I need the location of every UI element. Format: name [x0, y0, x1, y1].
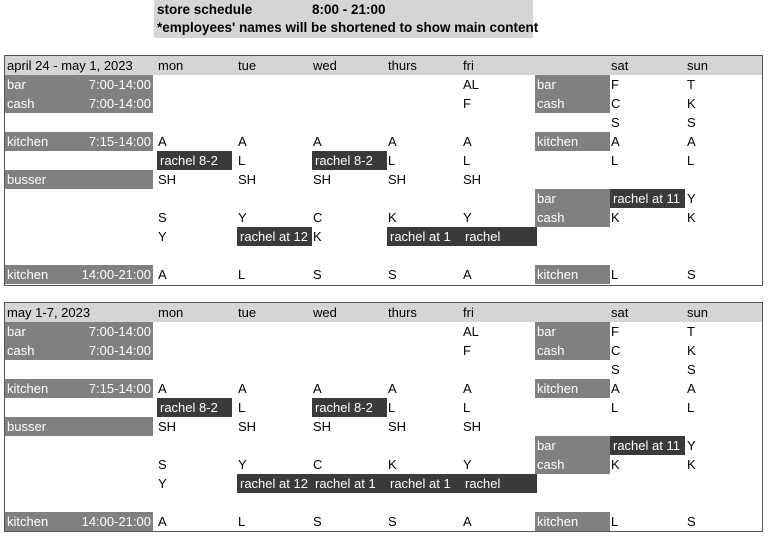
- schedule-cell-tue[interactable]: A: [238, 134, 247, 149]
- weekend-shift-label: cash: [535, 455, 610, 474]
- schedule-cell-sun[interactable]: S: [687, 362, 696, 377]
- shift-time: 7:00-14:00: [88, 77, 151, 92]
- week-range: may 1-7, 2023: [7, 305, 91, 320]
- shift-time: 7:00-14:00: [88, 343, 151, 358]
- schedule-cell-fri[interactable]: A: [463, 514, 472, 529]
- shift-name: kitchen: [7, 134, 49, 149]
- schedule-cell-tue[interactable]: rachel at 12: [237, 474, 312, 493]
- schedule-cell-sat[interactable]: A: [611, 381, 620, 396]
- schedule-cell-wed[interactable]: C: [313, 457, 323, 472]
- shift-label-busser: [5, 170, 153, 189]
- schedule-cell-fri[interactable]: L: [463, 400, 471, 415]
- day-header-wed: wed: [313, 58, 337, 73]
- shift-time: 7:00-14:00: [88, 96, 151, 111]
- schedule-cell-thurs[interactable]: K: [388, 457, 397, 472]
- shift-name: kitchen: [7, 381, 49, 396]
- day-header-tue: tue: [238, 305, 257, 320]
- schedule-cell-wed[interactable]: S: [313, 514, 322, 529]
- schedule-cell-tue[interactable]: Y: [238, 210, 247, 225]
- schedule-cell-tue[interactable]: L: [238, 267, 246, 282]
- schedule-cell-thurs[interactable]: S: [388, 267, 397, 282]
- weekend-shift-label: kitchen: [535, 265, 610, 284]
- schedule-cell-tue[interactable]: L: [238, 153, 246, 168]
- day-header-thurs: thurs: [388, 305, 417, 320]
- schedule-cell-sun[interactable]: K: [687, 96, 696, 111]
- schedule-cell-thurs[interactable]: S: [388, 514, 397, 529]
- schedule-cell-sat[interactable]: L: [611, 400, 619, 415]
- schedule-cell-sun[interactable]: K: [687, 210, 696, 225]
- schedule-cell-thurs[interactable]: A: [388, 134, 397, 149]
- schedule-cell-thurs[interactable]: L: [388, 153, 396, 168]
- week-block-2: [4, 302, 763, 532]
- shift-label-cash_am: [5, 341, 153, 360]
- weekend-shift-label: cash: [535, 208, 610, 227]
- schedule-cell-mon[interactable]: rachel 8-2: [157, 398, 232, 417]
- shift-label-kitchen_am: [5, 379, 153, 398]
- schedule-cell-fri[interactable]: AL: [463, 324, 479, 339]
- shift-name: busser: [7, 419, 47, 434]
- schedule-cell-sun[interactable]: T: [687, 77, 695, 92]
- weekend-shift-label: cash: [535, 94, 610, 113]
- schedule-cell-tue[interactable]: L: [238, 400, 246, 415]
- schedule-note: *employees' names will be shortened to show main content: [157, 20, 539, 35]
- schedule-cell-mon[interactable]: A: [158, 134, 167, 149]
- shift-label-bar_am: [5, 322, 153, 341]
- schedule-cell-fri[interactable]: Y: [463, 457, 472, 472]
- day-header-tue: tue: [238, 58, 257, 73]
- schedule-cell-fri[interactable]: SH: [463, 419, 482, 434]
- schedule-cell-thurs[interactable]: rachel at 1: [387, 227, 462, 246]
- schedule-cell-tue[interactable]: rachel at 12: [237, 227, 312, 246]
- shift-time: 7:15-14:00: [88, 381, 151, 396]
- day-header-sun: sun: [687, 305, 708, 320]
- schedule-cell-wed[interactable]: rachel at 1: [312, 474, 387, 493]
- schedule-cell-wed[interactable]: SH: [313, 172, 332, 187]
- schedule-cell-thurs[interactable]: L: [388, 400, 396, 415]
- shift-label-kitchen_am: [5, 132, 153, 151]
- schedule-cell-fri[interactable]: SH: [463, 172, 482, 187]
- schedule-cell-wed[interactable]: S: [313, 267, 322, 282]
- schedule-cell-fri[interactable]: rachel: [462, 227, 537, 246]
- schedule-cell-sun[interactable]: T: [687, 324, 695, 339]
- schedule-cell-thurs[interactable]: rachel at 1: [387, 474, 462, 493]
- day-header-fri: fri: [463, 58, 474, 73]
- schedule-cell-mon[interactable]: Y: [158, 229, 167, 244]
- schedule-cell-wed[interactable]: rachel 8-2: [312, 151, 387, 170]
- schedule-cell-mon[interactable]: S: [158, 457, 167, 472]
- schedule-cell-sun[interactable]: A: [687, 134, 696, 149]
- shift-time: 7:00-14:00: [88, 324, 151, 339]
- weekend-shift-label: kitchen: [535, 379, 610, 398]
- schedule-cell-sat[interactable]: rachel at 11: [610, 189, 685, 208]
- schedule-cell-thurs[interactable]: A: [388, 381, 397, 396]
- schedule-cell-fri[interactable]: A: [463, 267, 472, 282]
- week-block-1: [4, 55, 763, 286]
- schedule-cell-sun[interactable]: A: [687, 381, 696, 396]
- schedule-cell-sat[interactable]: L: [611, 514, 619, 529]
- schedule-cell-sun[interactable]: Y: [687, 191, 696, 206]
- schedule-cell-sun[interactable]: L: [687, 153, 695, 168]
- schedule-cell-wed[interactable]: A: [313, 381, 322, 396]
- schedule-cell-mon[interactable]: A: [158, 381, 167, 396]
- schedule-cell-mon[interactable]: SH: [158, 419, 177, 434]
- schedule-cell-sun[interactable]: Y: [687, 438, 696, 453]
- day-header-sat: sat: [611, 58, 629, 73]
- schedule-cell-mon[interactable]: A: [158, 267, 167, 282]
- weekend-shift-label: bar: [535, 436, 610, 455]
- schedule-cell-sat[interactable]: S: [611, 362, 620, 377]
- schedule-cell-tue[interactable]: SH: [238, 419, 257, 434]
- shift-label-busser: [5, 417, 153, 436]
- schedule-cell-thurs[interactable]: SH: [388, 172, 407, 187]
- shift-label-bar_am: [5, 75, 153, 94]
- schedule-cell-sat[interactable]: S: [611, 115, 620, 130]
- schedule-cell-sat[interactable]: rachel at 11: [610, 436, 685, 455]
- schedule-cell-fri[interactable]: L: [463, 153, 471, 168]
- shift-time: 7:15-14:00: [88, 134, 151, 149]
- shift-label-kitchen_pm: [5, 512, 153, 531]
- schedule-cell-tue[interactable]: SH: [238, 172, 257, 187]
- weekend-shift-label: bar: [535, 189, 610, 208]
- weekend-shift-label: kitchen: [535, 132, 610, 151]
- schedule-cell-mon[interactable]: Y: [158, 476, 167, 491]
- weekend-shift-label: bar: [535, 322, 610, 341]
- weekend-shift-label: kitchen: [535, 512, 610, 531]
- schedule-cell-fri[interactable]: F: [463, 343, 471, 358]
- schedule-cell-fri[interactable]: AL: [463, 77, 479, 92]
- day-header-sun: sun: [687, 58, 708, 73]
- schedule-cell-sun[interactable]: S: [687, 514, 696, 529]
- schedule-cell-sat[interactable]: C: [611, 343, 621, 358]
- schedule-cell-sat[interactable]: C: [611, 96, 621, 111]
- weekend-shift-label: cash: [535, 341, 610, 360]
- schedule-cell-sat[interactable]: L: [611, 267, 619, 282]
- schedule-cell-wed[interactable]: A: [313, 134, 322, 149]
- shift-name: cash: [7, 96, 35, 111]
- day-header-thurs: thurs: [388, 58, 417, 73]
- schedule-cell-fri[interactable]: rachel: [462, 474, 537, 493]
- shift-name: cash: [7, 343, 35, 358]
- schedule-cell-wed[interactable]: SH: [313, 419, 332, 434]
- schedule-cell-fri[interactable]: Y: [463, 210, 472, 225]
- week-range: april 24 - may 1, 2023: [7, 58, 133, 73]
- day-header-fri: fri: [463, 305, 474, 320]
- shift-time: 14:00-21:00: [81, 514, 151, 529]
- weekend-shift-label: bar: [535, 75, 610, 94]
- schedule-cell-sun[interactable]: S: [687, 267, 696, 282]
- schedule-cell-wed[interactable]: C: [313, 210, 323, 225]
- schedule-cell-mon[interactable]: A: [158, 514, 167, 529]
- shift-name: kitchen: [7, 514, 49, 529]
- schedule-cell-mon[interactable]: SH: [158, 172, 177, 187]
- schedule-cell-wed[interactable]: rachel 8-2: [312, 398, 387, 417]
- schedule-cell-sat[interactable]: K: [611, 210, 620, 225]
- shift-name: kitchen: [7, 267, 49, 282]
- schedule-cell-sun[interactable]: L: [687, 400, 695, 415]
- schedule-cell-sat[interactable]: F: [611, 324, 619, 339]
- shift-name: bar: [7, 77, 26, 92]
- schedule-cell-sat[interactable]: F: [611, 77, 619, 92]
- shift-label-kitchen_pm: [5, 265, 153, 284]
- schedule-cell-sat[interactable]: L: [611, 153, 619, 168]
- schedule-cell-tue[interactable]: L: [238, 514, 246, 529]
- schedule-cell-sun[interactable]: K: [687, 457, 696, 472]
- schedule-cell-tue[interactable]: A: [238, 381, 247, 396]
- day-header-wed: wed: [313, 305, 337, 320]
- schedule-cell-thurs[interactable]: K: [388, 210, 397, 225]
- schedule-cell-thurs[interactable]: SH: [388, 419, 407, 434]
- day-header-sat: sat: [611, 305, 629, 320]
- shift-time: 14:00-21:00: [81, 267, 151, 282]
- schedule-cell-sat[interactable]: A: [611, 134, 620, 149]
- schedule-title: store schedule: [157, 2, 253, 17]
- schedule-cell-sun[interactable]: S: [687, 115, 696, 130]
- shift-label-cash_am: [5, 94, 153, 113]
- day-header-mon: mon: [158, 58, 184, 73]
- store-hours: 8:00 - 21:00: [312, 2, 386, 17]
- schedule-cell-fri[interactable]: F: [463, 96, 471, 111]
- schedule-cell-fri[interactable]: A: [463, 134, 472, 149]
- schedule-cell-wed[interactable]: K: [313, 229, 322, 244]
- shift-name: busser: [7, 172, 47, 187]
- day-header-mon: mon: [158, 305, 184, 320]
- schedule-cell-mon[interactable]: rachel 8-2: [157, 151, 232, 170]
- schedule-cell-fri[interactable]: A: [463, 381, 472, 396]
- shift-name: bar: [7, 324, 26, 339]
- schedule-cell-sat[interactable]: K: [611, 457, 620, 472]
- schedule-cell-mon[interactable]: S: [158, 210, 167, 225]
- schedule-cell-tue[interactable]: Y: [238, 457, 247, 472]
- schedule-cell-sun[interactable]: K: [687, 343, 696, 358]
